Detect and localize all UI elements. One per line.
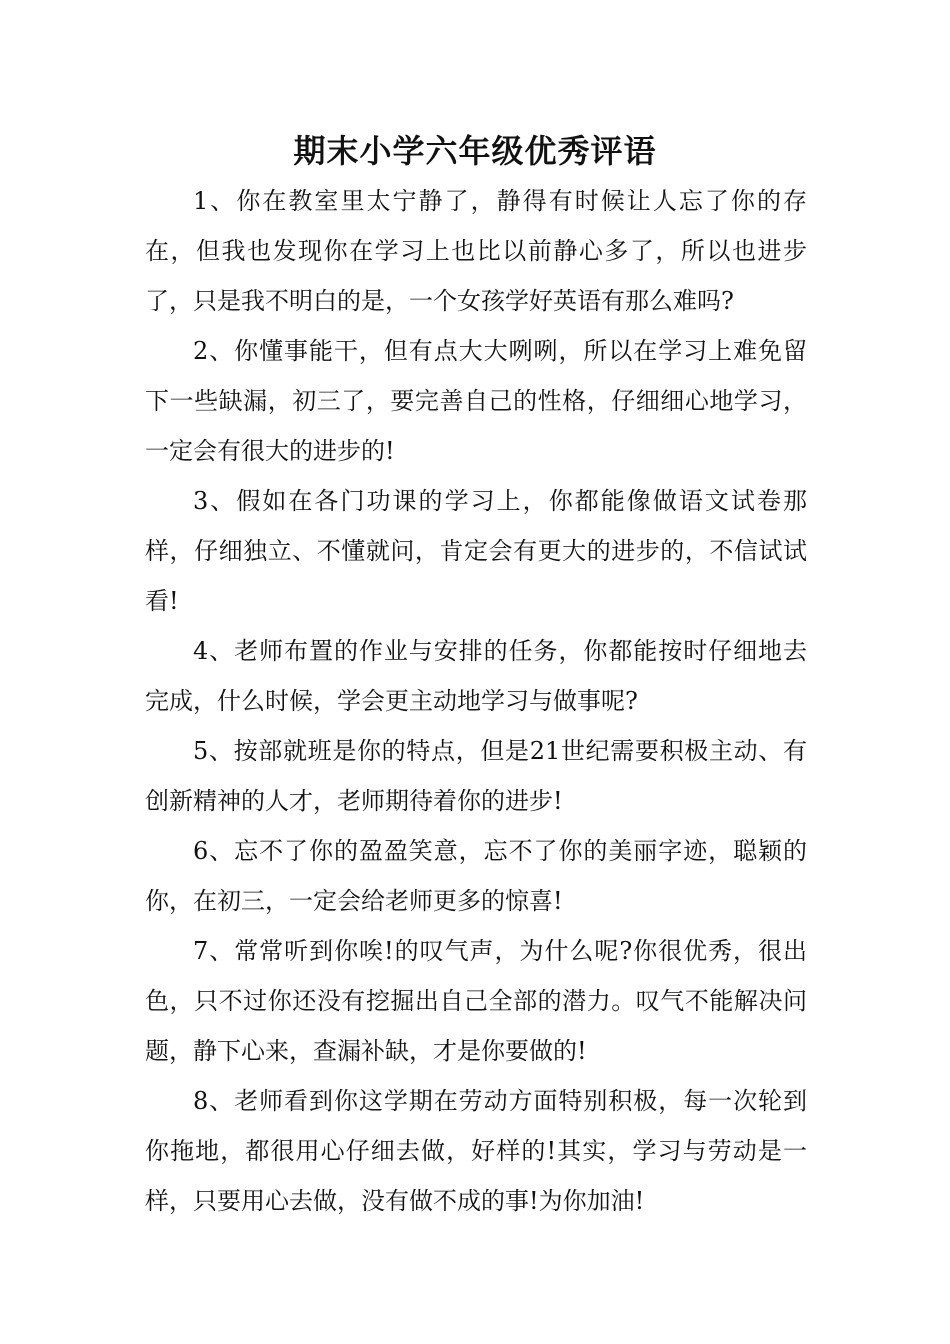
comment-paragraph-7: 7、常常听到你唉!的叹气声，为什么呢?你很优秀，很出色，只不过你还没有挖掘出自己全部的潜力。叹气不能解决问题，静下心来，查漏补缺，才是你要做的! [145,937,807,1065]
comment-paragraph-3: 3、假如在各门功课的学习上，你都能像做语文试卷那样，仔细独立、不懂就问，肯定会有更大的进步的，不信试试看! [145,487,807,615]
document-body [145,176,807,1226]
comment-paragraph-4: 4、老师布置的作业与安排的任务，你都能按时仔细地去完成，什么时候，学会更主动地学习与做事呢? [145,637,807,715]
comment-paragraph-6: 6、忘不了你的盈盈笑意，忘不了你的美丽字迹，聪颖的你，在初三，一定会给老师更多的惊喜! [145,837,807,915]
document-title: 期末小学六年级优秀评语 [293,132,657,170]
comment-paragraph-5: 5、按部就班是你的特点，但是21世纪需要积极主动、有创新精神的人才，老师期待着你的进步! [145,737,807,815]
comment-paragraph-1: 1、你在教室里太宁静了，静得有时候让人忘了你的存在，但我也发现你在学习上也比以前静心多了，所以也进步了，只是我不明白的是，一个女孩学好英语有那么难吗? [145,187,807,315]
comment-paragraph-2: 2、你懂事能干，但有点大大咧咧，所以在学习上难免留下一些缺漏，初三了，要完善自己的性格，仔细细心地学习，一定会有很大的进步的! [145,337,807,465]
comment-paragraph-8: 8、老师看到你这学期在劳动方面特别积极，每一次轮到你拖地，都很用心仔细去做，好样的!其实，学习与劳动是一样，只要用心去做，没有做不成的事!为你加油! [145,1087,807,1215]
